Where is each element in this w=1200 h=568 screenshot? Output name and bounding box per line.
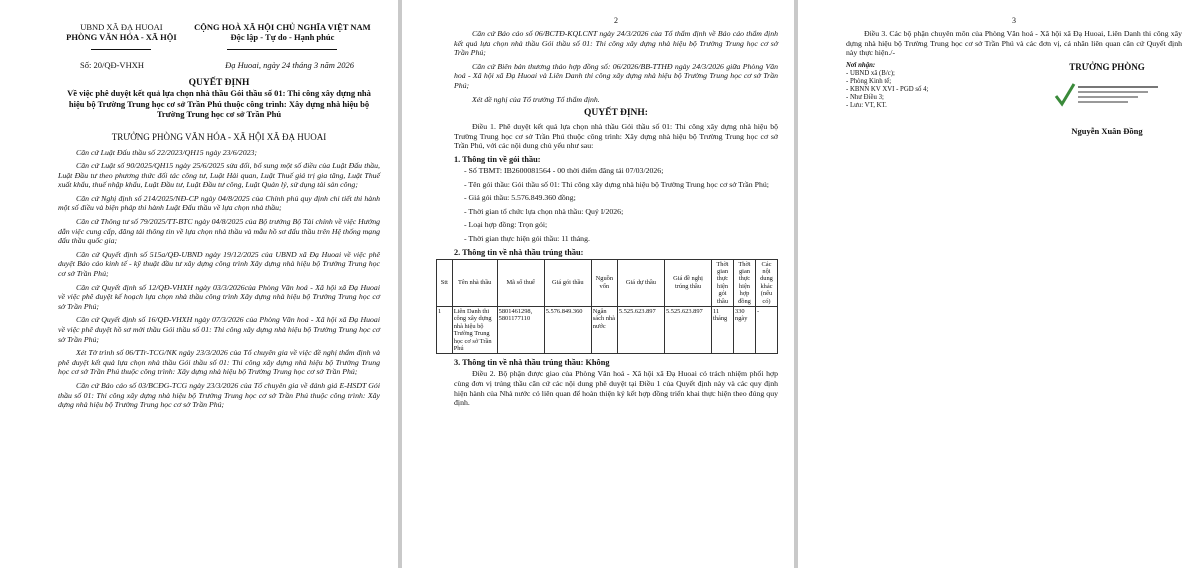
legal-basis-paragraph: Căn cứ Báo cáo số 03/BCĐG-TCG ngày 23/3/2026 của Tổ chuyên gia về đánh giá E-HSDT Gói thầu số 01: Thi công xây dựng nhà hiệu bộ Trường Trung học cơ sở Trần Phú thuộc công trình: Xây dựng nhà hiệu bộ Trường Trung học cơ sở Trần Phú;	[58, 380, 380, 410]
table-cell: 1	[437, 306, 453, 353]
recipients-block	[846, 62, 1006, 136]
table-header: Tên nhà thầu	[452, 259, 497, 306]
document-header	[58, 22, 380, 52]
legal-basis-paragraph: Căn cứ Quyết định số 16/QĐ-VHXH ngày 07/3/2026 của Phòng Văn hoá - Xã hội xã Đạ Huoai về việc phê duyệt hồ sơ mời thầu Gói thầu số 01: Thi công xây dựng nhà hiệu bộ Trường Trung học cơ sở Trần Phú;	[58, 315, 380, 344]
recipients-title: Nơi nhận:	[846, 61, 876, 69]
package-info-item: - Loại hợp đồng: Trọn gói;	[464, 220, 548, 230]
package-info-item: - Tên gói thầu: Gói thầu số 01: Thi công xây dựng nhà hiệu bộ Trường Trung học cơ sở Trần Phú;	[464, 179, 769, 189]
document-page-3	[798, 0, 1200, 568]
table-header: Các nội dung khác (nếu có)	[755, 259, 777, 306]
authority-line: TRƯỞNG PHÒNG VĂN HÓA - XÃ HỘI XÃ ĐẠ HUOAI	[111, 131, 327, 142]
table-header: Nguồn vốn	[591, 259, 617, 306]
table-cell: 5.525.623.897	[664, 306, 711, 353]
motto-underline	[227, 49, 337, 50]
recipient-item: - Lưu: VT, KT.	[846, 101, 887, 109]
table-cell: 5.576.849.360	[544, 306, 591, 353]
section-2-title: 2. Thông tin về nhà thầu trúng thầu:	[454, 247, 584, 257]
table-header: Stt	[437, 259, 453, 306]
header-underline	[91, 49, 151, 50]
legal-basis-paragraph: Xét Tờ trình số 06/TTr-TCG/NK ngày 23/3/2026 của Tổ chuyên gia về việc đề nghị thẩm định và phê duyệt kết quả lựa chọn nhà thầu Gói thầu số 01: Thi công xây dựng nhà hiệu bộ Trường Trung học cơ sở Trần Phú thuộc công trình: Xây dựng nhà hiệu bộ Trường Trung học cơ sở Trần Phú;	[58, 348, 380, 377]
basis-paragraph: Căn cứ Biên bản thương thảo hợp đồng số: 06/2026/BB-TTHĐ ngày 24/3/2026 giữa Phòng Văn hoá - Xã hội xã Đạ Huoai và Liên Danh thi công xây dựng nhà hiệu bộ Trường Trung học cơ sở Trần Phú;	[454, 61, 778, 90]
legal-basis-paragraph: Căn cứ Nghị định số 214/2025/NĐ-CP ngày 04/8/2025 của Chính phủ quy định chi tiết thi hành một số điều và biện pháp thi hành Luật Đấu thầu về lựa chọn nhà thầu;	[58, 193, 380, 213]
winning-bidder-table	[436, 259, 778, 355]
article-1: Điều 1. Phê duyệt kết quả lựa chọn nhà thầu Gói thầu số 01: Thi công xây dựng nhà hiệu bộ Trường Trung học cơ sở Trần Phú thuộc công trình: Xây dựng nhà hiệu bộ Trường Trung học cơ sở Trần Phú, với các nội dung chủ yếu như sau:	[454, 122, 778, 151]
place-date: Đạ Huoai, ngày 24 tháng 3 năm 2026	[225, 60, 354, 70]
table-header: Mã số thuế	[497, 259, 544, 306]
recipient-item: - KBNN KV XVI - PGD số 4;	[846, 85, 929, 93]
nation-line-2: Độc lập - Tự do - Hạnh phúc	[230, 32, 335, 42]
document-page-2	[402, 0, 794, 568]
signer-name: Nguyễn Xuân Đồng	[1071, 125, 1143, 136]
decision-title: QUYẾT ĐỊNH	[188, 78, 250, 88]
table-cell: 330 ngày	[734, 306, 756, 353]
page-number: 3	[1012, 16, 1016, 25]
article-2: Điều 2. Bộ phận được giao của Phòng Văn hoá - Xã hội xã Đạ Huoai có trách nhiệm phối hợp cùng đơn vị trúng thầu căn cứ các nội dung phê duyệt tại Điều 1 của Quyết định này và các quy định hiện hành của Nhà nước có liên quan để hoàn thiện ký kết hợp đồng triển khai thực hiện theo đúng quy định.	[454, 369, 778, 408]
table-cell: -	[755, 306, 777, 353]
table-header: Thời gian thực hiện gói thầu	[712, 259, 734, 306]
section-1-title: 1. Thông tin về gói thầu:	[454, 154, 541, 164]
legal-basis-paragraph: Căn cứ Luật Đấu thầu số 22/2023/QH15 ngày 23/6/2023;	[76, 147, 257, 157]
section-3-title: 3. Thông tin về nhà thầu trúng thầu: Không	[454, 358, 610, 368]
org-line-2: PHÒNG VĂN HÓA - XÃ HỘI	[66, 32, 177, 42]
legal-basis-paragraph: Căn cứ Luật số 90/2025/QH15 ngày 25/6/2025 sửa đổi, bổ sung một số điều của Luật Đấu thầu, Luật Đầu tư theo phương thức đối tác công tư, Luật Hải quan, Luật Thuế giá trị gia tăng, Luật Thuế xuất khẩu, thuế nhập khẩu, Luật Đầu tư, Luật Đầu tư công, Luật Quản lý, sử dụng tài sản công;	[58, 161, 380, 190]
org-line-1: UBND XÃ ĐẠ HUOAI	[80, 22, 163, 32]
doc-number: Số: 20/QĐ-VHXH	[80, 60, 144, 70]
signature-block	[1032, 62, 1182, 136]
table-cell: Ngân sách nhà nước	[591, 306, 617, 353]
legal-basis-paragraph: Căn cứ Thông tư số 79/2025/TT-BTC ngày 04/8/2025 của Bộ trưởng Bộ Tài chính về việc Hướng dẫn việc cung cấp, đăng tải thông tin về lựa chọn nhà thầu và mẫu hồ sơ đấu thầu trên Hệ thống mạng đấu thầu quốc gia;	[58, 217, 380, 246]
basis-paragraph: Xét đề nghị của Tổ trưởng Tổ thẩm định.	[472, 94, 600, 104]
recipient-item: - Như Điều 3;	[846, 93, 884, 101]
recipient-item: - UBND xã (B/c);	[846, 69, 895, 77]
decision-heading: QUYẾT ĐỊNH:	[584, 108, 648, 119]
recipient-item: - Phòng Kinh tế;	[846, 77, 892, 85]
signer-title: TRƯỞNG PHÒNG	[1069, 61, 1145, 72]
package-info-item: - Số TBMT: IB2600081564 - 00 thời điểm đăng tải 07/03/2026;	[464, 165, 664, 175]
digital-signature-stamp	[1032, 78, 1182, 118]
legal-basis-list	[58, 148, 380, 410]
table-header: Thời gian thực hiện hợp đồng	[734, 259, 756, 306]
table-cell: 5.525.623.897	[617, 306, 664, 353]
basis-paragraph: Căn cứ Báo cáo số 06/BCTĐ-KQLCNT ngày 24/3/2026 của Tổ thẩm định về Báo cáo thẩm định kết quả lựa chọn nhà thầu Gói thầu số 01: Thi công xây dựng nhà hiệu bộ Trường Trung học cơ sở Trần Phú;	[454, 29, 778, 58]
package-info-item: - Thời gian thực hiện gói thầu: 11 tháng.	[464, 233, 590, 243]
table-cell: 5801461298, 5801177110	[497, 306, 544, 353]
signature-checkmark-icon	[1052, 78, 1162, 114]
table-header: Giá đề nghị trúng thầu	[664, 259, 711, 306]
package-info-item: - Giá gói thầu: 5.576.849.360 đồng;	[464, 193, 576, 203]
table-header: Giá dự thầu	[617, 259, 664, 306]
article-3: Điều 3. Các bộ phận chuyên môn của Phòng Văn hoá - Xã hội xã Đạ Huoai, Liên Danh thi công xây dựng nhà hiệu bộ Trường Trung học cơ sở Trần Phú và các đơn vị, cá nhân liên quan căn cứ Quyết định này thực hiện./-	[846, 29, 1182, 58]
table-header-row	[437, 259, 778, 306]
table-cell: Liên Danh thi công xây dựng nhà hiệu bộ Trường Trung học cơ sở Trần Phú	[452, 306, 497, 353]
decision-subtitle: Về việc phê duyệt kết quả lựa chọn nhà thầu Gói thầu số 01: Thi công xây dựng nhà hiệu bộ Trường Trung học cơ sở Trần Phú thuộc công trình: Xây dựng nhà hiệu bộ Trường Trung học cơ sở Trần Phú	[67, 88, 371, 119]
table-header: Giá gói thầu	[544, 259, 591, 306]
page-number: 2	[614, 16, 618, 25]
package-info-item: - Thời gian tổ chức lựa chọn nhà thầu: Quý I/2026;	[464, 206, 624, 216]
legal-basis-paragraph: Căn cứ Quyết định số 515a/QĐ-UBND ngày 19/12/2025 của UBND xã Đạ Huoai về việc phê duyệt Báo cáo kinh tế - kỹ thuật đầu tư xây dựng công trình Xây dựng nhà hiệu bộ Trường Trung học cơ sở Trần Phú;	[58, 249, 380, 279]
table-row	[437, 306, 778, 353]
nation-line-1: CỘNG HOÀ XÃ HỘI CHỦ NGHĨA VIỆT NAM	[194, 22, 371, 32]
table-cell: 11 tháng	[712, 306, 734, 353]
document-page-1	[0, 0, 398, 568]
legal-basis-paragraph: Căn cứ Quyết định số 12/QĐ-VHXH ngày 03/3/2026của Phòng Văn hoá - Xã hội xã Đạ Huoai về việc phê duyệt kế hoạch lựa chọn nhà thầu công trình Xây dựng nhà hiệu bộ Trường Trung học cơ sở Trần Phú;	[58, 282, 380, 311]
